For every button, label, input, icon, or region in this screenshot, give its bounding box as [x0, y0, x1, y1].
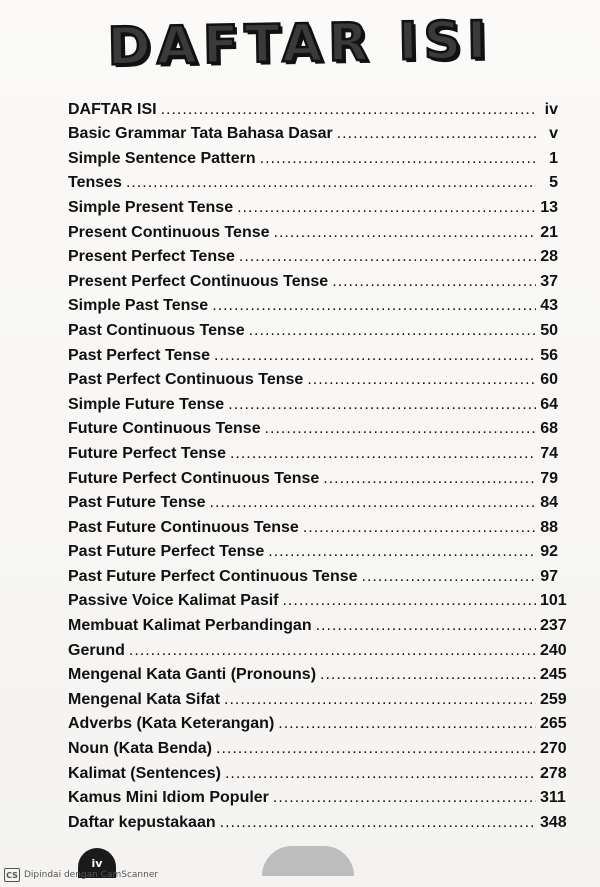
- dot-leader: [278, 716, 536, 732]
- toc-entry[interactable]: [68, 757, 567, 782]
- dot-leader: [214, 348, 536, 364]
- dot-leader: [282, 593, 536, 609]
- toc-entry-page: 101: [540, 592, 567, 610]
- toc-entry-page: 74: [540, 444, 558, 462]
- toc-entry[interactable]: [68, 437, 558, 462]
- toc-entry-label: DAFTAR ISI: [68, 100, 157, 118]
- toc-entry[interactable]: [68, 290, 558, 315]
- dot-leader: [220, 815, 536, 831]
- dot-leader: [274, 225, 536, 241]
- toc-entry[interactable]: [68, 118, 558, 143]
- dot-leader: [249, 323, 536, 339]
- toc-entry-label: Past Future Continuous Tense: [68, 518, 299, 536]
- dot-leader: [362, 569, 536, 585]
- toc-entry[interactable]: [68, 314, 558, 339]
- toc-entry-page: 37: [540, 272, 558, 290]
- toc-entry-label: Simple Present Tense: [68, 198, 234, 216]
- scanner-watermark: [4, 868, 158, 882]
- toc-entry-label: Simple Future Tense: [68, 395, 225, 413]
- toc-entry-label: Tenses: [68, 174, 122, 192]
- toc-entry-label: Past Future Tense: [68, 494, 206, 512]
- toc-entry[interactable]: [68, 560, 558, 585]
- toc-entry-label: Present Perfect Tense: [68, 248, 235, 266]
- toc-entry[interactable]: [68, 683, 567, 708]
- toc-entry-label: Present Continuous Tense: [68, 223, 270, 241]
- toc-entry-label: Past Future Perfect Tense: [68, 543, 265, 561]
- dot-leader: [216, 741, 536, 757]
- toc-entry-page: 5: [549, 174, 558, 192]
- dot-leader: [260, 151, 536, 167]
- dot-leader: [230, 446, 536, 462]
- toc-entry-page: 13: [540, 198, 558, 216]
- toc-entry-label: Kalimat (Sentences): [68, 764, 221, 782]
- dot-leader: [225, 766, 536, 782]
- toc-entry[interactable]: [68, 241, 558, 266]
- toc-entry-page: v: [549, 125, 558, 143]
- toc-entry-page: iv: [544, 100, 558, 118]
- toc-entry-page: 60: [540, 371, 558, 389]
- toc-entry[interactable]: [68, 585, 567, 610]
- dot-leader: [212, 298, 536, 314]
- dot-leader: [210, 495, 536, 511]
- toc-entry-page: 265: [540, 715, 567, 733]
- toc-entry-page: 68: [540, 420, 558, 438]
- toc-entry[interactable]: [68, 216, 558, 241]
- dot-leader: [273, 790, 536, 806]
- toc-entry-page: 97: [540, 567, 558, 585]
- toc-entry-label: Gerund: [68, 641, 125, 659]
- toc-entry[interactable]: [68, 462, 558, 487]
- toc-entry[interactable]: [68, 732, 567, 758]
- table-of-contents: [68, 93, 567, 831]
- toc-entry[interactable]: [68, 536, 558, 561]
- toc-entry-label: Simple Sentence Pattern: [68, 149, 256, 167]
- toc-entry-page: 237: [540, 617, 567, 635]
- toc-entry-label: Present Perfect Continuous Tense: [68, 272, 329, 290]
- toc-entry[interactable]: [68, 265, 558, 290]
- toc-entry-label: Daftar kepustakaan: [68, 813, 216, 831]
- toc-entry-label: Mengenal Kata Sifat: [68, 690, 221, 708]
- toc-entry-page: 270: [540, 740, 567, 758]
- dot-leader: [323, 471, 536, 487]
- toc-entry[interactable]: [68, 806, 567, 831]
- toc-entry-page: 28: [540, 248, 558, 266]
- dot-leader: [332, 274, 536, 290]
- toc-entry-label: Future Continuous Tense: [68, 420, 261, 438]
- dot-leader: [237, 200, 536, 216]
- toc-entry-label: Simple Past Tense: [68, 297, 209, 315]
- toc-entry[interactable]: [68, 167, 558, 192]
- toc-entry[interactable]: [68, 609, 567, 635]
- dot-leader: [224, 692, 536, 708]
- toc-entry[interactable]: [68, 413, 558, 438]
- toc-entry-label: Past Perfect Tense: [68, 346, 210, 364]
- dot-leader: [307, 372, 536, 388]
- dot-leader: [337, 126, 536, 142]
- toc-entry[interactable]: [68, 93, 558, 118]
- scanner-watermark-text: Dipindai dengan CamScanner: [24, 870, 159, 880]
- toc-entry-label: Future Perfect Tense: [68, 444, 226, 462]
- page-number-badge: iv: [78, 848, 116, 878]
- toc-entry[interactable]: [68, 659, 567, 684]
- toc-entry-label: Passive Voice Kalimat Pasif: [68, 592, 279, 610]
- toc-entry-page: 245: [540, 666, 567, 684]
- toc-entry-page: 21: [540, 223, 558, 241]
- toc-entry-page: 311: [540, 789, 566, 807]
- toc-entry-label: Past Perfect Continuous Tense: [68, 371, 304, 389]
- toc-entry-label: Kamus Mini Idiom Populer: [68, 789, 269, 807]
- dot-leader: [316, 618, 536, 634]
- toc-entry-label: Future Perfect Continuous Tense: [68, 469, 320, 487]
- toc-entry-page: 240: [540, 641, 567, 659]
- toc-entry-page: 84: [540, 494, 558, 512]
- camscanner-logo-icon: CS: [4, 868, 20, 882]
- dot-leader: [161, 102, 536, 118]
- toc-entry[interactable]: [68, 339, 558, 364]
- toc-entry-page: 278: [540, 764, 567, 782]
- dot-leader: [239, 249, 536, 265]
- toc-entry[interactable]: [68, 708, 567, 733]
- dot-leader: [126, 175, 536, 191]
- toc-entry-page: 92: [540, 543, 558, 561]
- toc-entry[interactable]: [68, 142, 558, 167]
- toc-entry-page: 43: [540, 297, 558, 315]
- toc-entry-label: Past Continuous Tense: [68, 321, 245, 339]
- toc-entry[interactable]: [68, 634, 567, 659]
- toc-entry-page: 56: [540, 346, 558, 364]
- dot-leader: [303, 520, 536, 536]
- cloud-decoration: [262, 846, 354, 876]
- toc-entry[interactable]: [68, 487, 558, 512]
- toc-entry[interactable]: [68, 511, 558, 536]
- dot-leader: [268, 544, 536, 560]
- page-title: DAFTAR ISI: [107, 10, 493, 78]
- toc-entry-page: 50: [540, 321, 558, 339]
- toc-entry-label: Basic Grammar Tata Bahasa Dasar: [68, 125, 333, 143]
- toc-entry[interactable]: [68, 782, 566, 807]
- dot-leader: [228, 397, 536, 413]
- toc-entry-page: 1: [549, 149, 558, 167]
- toc-entry-label: Past Future Perfect Continuous Tense: [68, 567, 358, 585]
- toc-entry-page: 259: [540, 690, 567, 708]
- toc-entry-label: Membuat Kalimat Perbandingan: [68, 617, 312, 635]
- toc-entry-page: 348: [540, 813, 567, 831]
- toc-entry[interactable]: [68, 191, 558, 216]
- toc-entry-label: Noun (Kata Benda): [68, 740, 212, 758]
- dot-leader: [265, 421, 536, 437]
- toc-entry[interactable]: [68, 364, 558, 389]
- toc-entry-page: 88: [540, 518, 558, 536]
- dot-leader: [320, 667, 536, 683]
- dot-leader: [129, 643, 536, 659]
- toc-entry[interactable]: [68, 388, 558, 413]
- toc-entry-label: Mengenal Kata Ganti (Pronouns): [68, 666, 317, 684]
- toc-entry-label: Adverbs (Kata Keterangan): [68, 715, 275, 733]
- toc-entry-page: 79: [540, 469, 558, 487]
- toc-entry-page: 64: [540, 395, 558, 413]
